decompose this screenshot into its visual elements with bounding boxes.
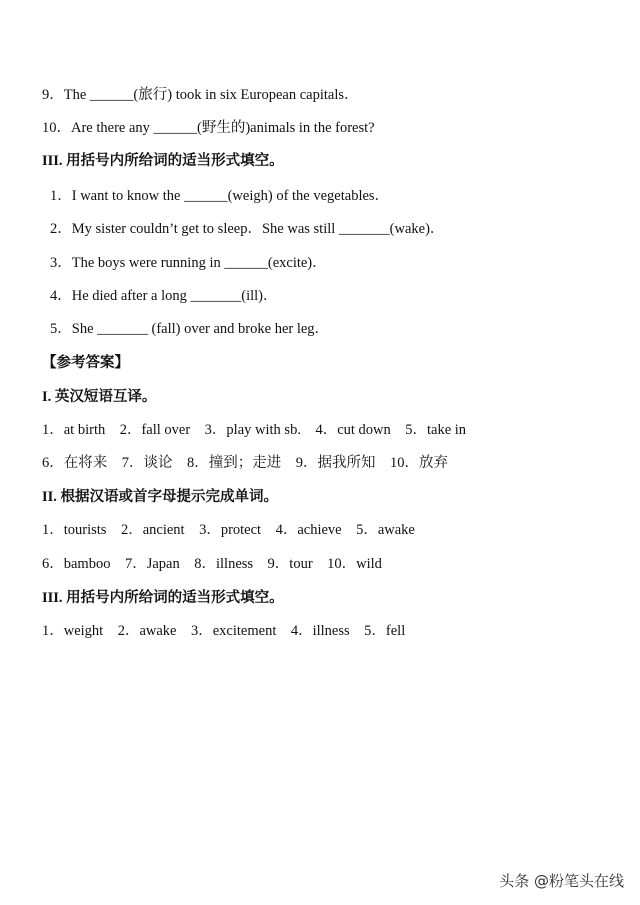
exercise-10: 10．Are there any ______(野生的)animals in the forest? [42,120,375,136]
answers-part-3-line-1: 1．weight 2．awake 3．excitement 4．illness 5．fell [42,623,406,639]
answers-part-2-line-2: 6．bamboo 7．Japan 8．illness 9．tour 10．wild [42,556,382,572]
answers-part-1-line-1: 1．at birth 2．fall over 3．play with sb. 4．cut down 5．take in [42,422,467,438]
section-3-item-1: 1．I want to know the ______(weigh) of the vegetables． [50,188,390,204]
answers-part-3-title: III. 用括号内所给词的适当形式填空。 [42,590,284,606]
section-3-title: III. 用括号内所给词的适当形式填空。 [42,153,284,169]
answers-part-1-line-2: 6．在将来 7．谈论 8．撞到；走进 9．据我所知 10．放弃 [42,455,448,471]
answers-header: 【参考答案】 [42,355,129,371]
exercise-9: 9．The ______(旅行) took in six European capitals． [42,87,359,103]
section-3-item-4: 4．He died after a long _______(ill)． [50,288,278,304]
answers-part-2-title: II. 根据汉语或首字母提示完成单词。 [42,489,279,505]
section-3-item-2: 2．My sister couldn’t get to sleep．She was still _______(wake)． [50,221,445,237]
source-watermark: 头条 @粉笔头在线 [499,872,624,890]
section-3-item-5: 5．She _______ (fall) over and broke her leg． [50,321,330,337]
answers-part-1-title: I. 英汉短语互译。 [42,389,157,405]
answers-part-2-line-1: 1．tourists 2．ancient 3．protect 4．achieve 5．awake [42,522,415,538]
section-3-item-3: 3．The boys were running in ______(excite)． [50,255,327,271]
